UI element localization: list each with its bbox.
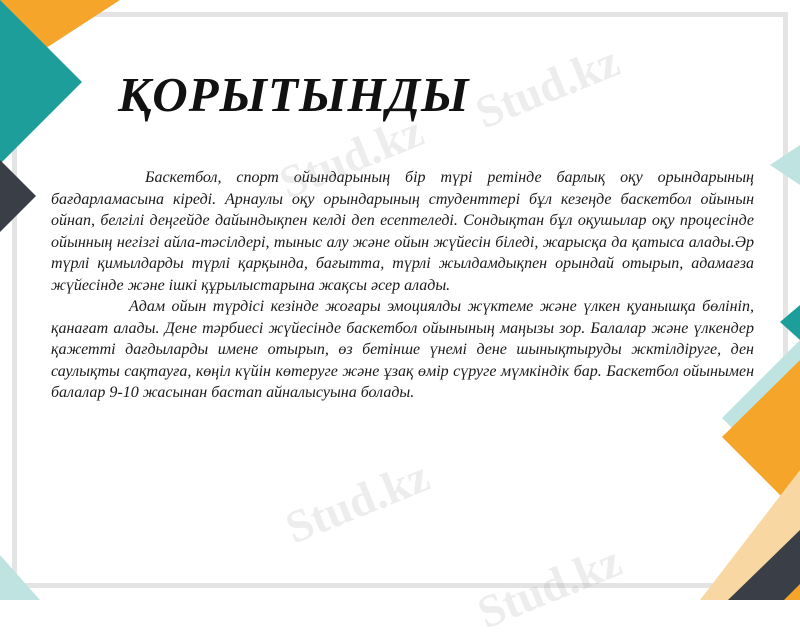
slide-title: ҚОРЫТЫНДЫ [118, 67, 470, 122]
body-paragraph: Адам ойын түрдісі кезінде жоғары эмоциялды жүктеме және үлкен қуанышқа бөлініп, қанағат алады. Дене тәрбиесі жүйесінде баскетбол ойынының маңызы зор. Балалар және үлкендер қажетті дағдыларды имене отырып, өз бетінше үнемі дене шынықтыруды жктілдіруге, ден саулықты сақтауға, көңіл күйін көтеруге және ұзақ өмір сүруге мүмкіндік бар. Баскетбол ойынымен балалар 9-10 жасынан бастап айналысуына болады. [51, 298, 754, 401]
body-paragraph: Баскетбол, спорт ойындарының бір түрі ретінде барлық оқу орындарының бағдарламасына кіреді. Арнаулы оқу орындарының студенттері бұл кезеңде баскетбол ойынын ойнап, белгілі деңгейде дайындықпен келді деп есептеледі. Сондықтан бұл оқушылар оқу процесінде ойынның негізгі айла-тәсілдері, тыныс алу және ойын жүйесін біледі, жарысқа да қатыса алады.Әр түрлі қимылдарды түрлі қарқында, бағытта, түрлі жылдамдықпен орындай отырып, адамағза жүйесінде және ішкі құрылыстарына жақсы әсер алады. [51, 169, 754, 294]
slide-body [51, 167, 754, 404]
deco-light-teal-bottom-left [0, 555, 40, 600]
deco-dark-triangle-left [0, 160, 36, 232]
deco-light-teal-right-1 [770, 145, 800, 185]
deco-teal-small-right [780, 305, 800, 340]
